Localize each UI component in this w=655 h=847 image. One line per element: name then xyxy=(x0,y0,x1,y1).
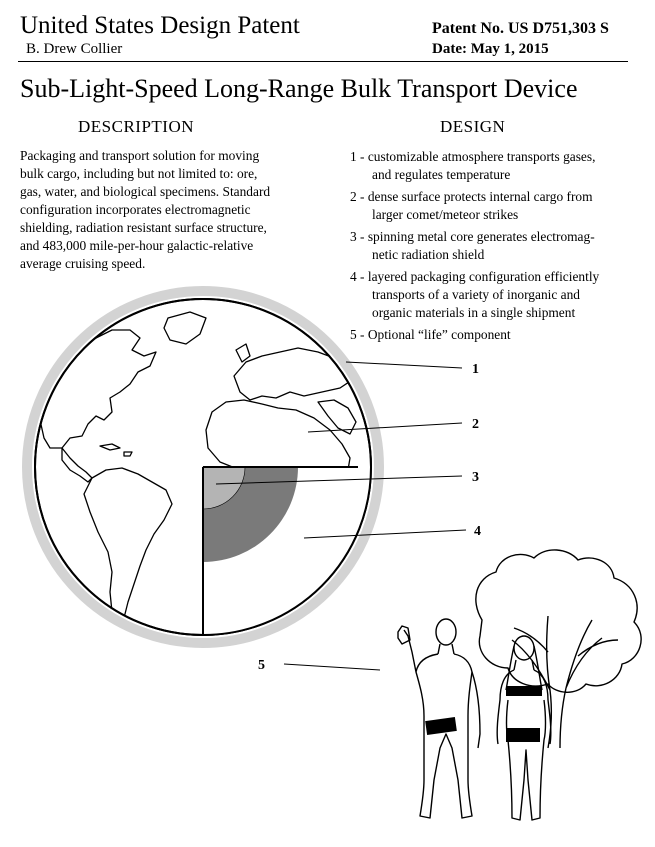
description-line: configuration incorporates electromagnetic xyxy=(20,202,251,217)
design-item-text: netic radiation shield xyxy=(372,247,485,262)
patent-number: Patent No. US D751,303 S xyxy=(432,20,609,37)
censor-bar-male xyxy=(425,717,457,735)
description-line: Packaging and transport solution for moving xyxy=(20,148,260,163)
callout-3: 3 xyxy=(472,470,479,485)
design-item-text: 5 - Optional “life” component xyxy=(350,327,511,342)
design-item-text: organic materials in a single shipment xyxy=(372,305,576,320)
callout-1: 1 xyxy=(472,362,479,377)
callout-5: 5 xyxy=(258,658,265,673)
author-name: B. Drew Collier xyxy=(26,41,123,57)
leader-line-5 xyxy=(284,664,380,670)
document-title: United States Design Patent xyxy=(20,12,300,39)
design-item-text: transports of a variety of inorganic and xyxy=(372,287,580,302)
censor-bar-female-top xyxy=(506,686,542,696)
censor-bar-female-bottom xyxy=(506,728,540,742)
description-line: and 483,000 mile-per-hour galactic-relative xyxy=(20,238,254,253)
design-item-text: larger comet/meteor strikes xyxy=(372,207,519,222)
design-heading: DESIGN xyxy=(440,117,506,136)
leader-line-1 xyxy=(346,362,462,368)
description-line: bulk cargo, including but not limited to: ore, xyxy=(20,166,258,181)
callout-2: 2 xyxy=(472,417,479,432)
design-item-text: 2 - dense surface protects internal cargo from xyxy=(350,189,593,204)
design-item-text: 3 - spinning metal core generates electromag- xyxy=(350,229,595,244)
patent-date: Date: May 1, 2015 xyxy=(432,41,549,57)
callout-4: 4 xyxy=(474,524,481,539)
description-line: shielding, radiation resistant surface structure, xyxy=(20,220,267,235)
patent-title: Sub-Light-Speed Long-Range Bulk Transport Device xyxy=(20,74,578,103)
male-figure xyxy=(398,619,480,818)
design-item-text: 1 - customizable atmosphere transports gases, xyxy=(350,149,596,164)
design-item-text: and regulates temperature xyxy=(372,167,511,182)
tree-illustration xyxy=(476,550,641,748)
description-line: average cruising speed. xyxy=(20,256,146,271)
design-item-text: 4 - layered packaging configuration efficiently xyxy=(350,269,600,284)
description-heading: DESCRIPTION xyxy=(78,117,195,136)
description-line: gas, water, and biological specimens. Standard xyxy=(20,184,271,199)
